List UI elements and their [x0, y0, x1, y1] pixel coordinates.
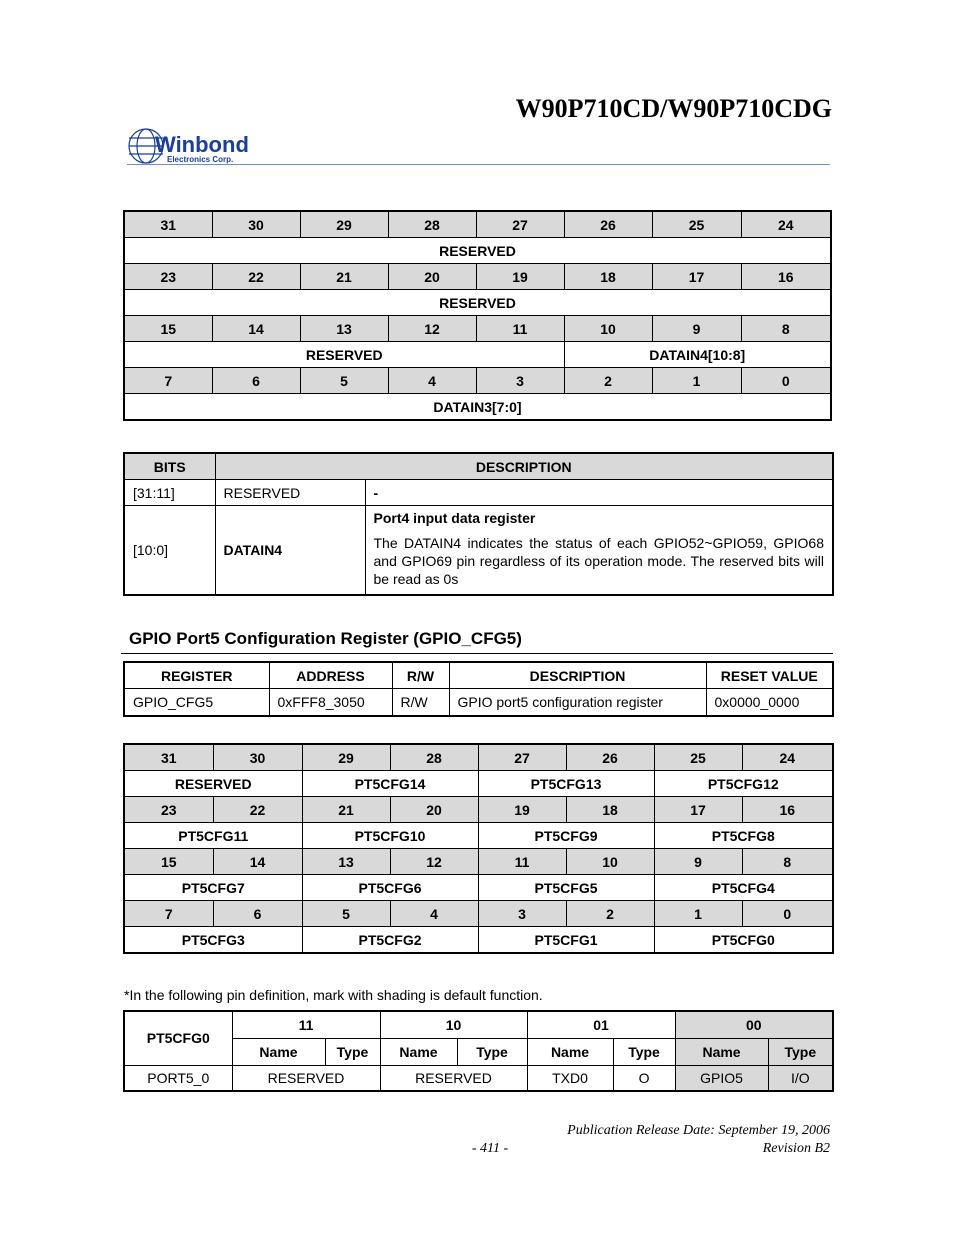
bit-number-cell: 19: [476, 264, 564, 290]
bit-field-cell: PT5CFG5: [478, 875, 654, 901]
bit-field-row: [124, 238, 831, 264]
bit-number-cell: 26: [564, 211, 652, 238]
name-header: Name: [380, 1038, 457, 1065]
description-cell: GPIO port5 configuration register: [449, 689, 706, 716]
bit-field-cell: PT5CFG12: [654, 771, 833, 797]
bit-number-cell: 1: [652, 368, 741, 394]
bit-field-row: [124, 394, 831, 421]
type-header: Type: [768, 1038, 833, 1065]
address-cell: 0xFFF8_3050: [269, 689, 392, 716]
bit-number-cell: 25: [652, 211, 741, 238]
bit-number-cell: 25: [654, 744, 742, 771]
bit-number-cell: 29: [300, 211, 388, 238]
code-00-name-cell: GPIO5: [675, 1065, 768, 1091]
bit-field-cell: DATAIN3[7:0]: [124, 394, 831, 421]
bit-field-cell: RESERVED: [124, 238, 831, 264]
bits-cell: [10:0]: [124, 506, 215, 596]
bit-number-cell: 31: [124, 744, 213, 771]
reset-value-header: RESET VALUE: [706, 662, 833, 689]
bit-field-cell: RESERVED: [124, 290, 831, 316]
bit-field-cell: PT5CFG0: [654, 927, 833, 954]
bit-number-cell: 31: [124, 211, 212, 238]
field-name-cell: RESERVED: [215, 480, 365, 506]
code-11-header: 11: [232, 1011, 380, 1038]
bit-field-row: [124, 927, 833, 954]
bit-description-table: [123, 452, 834, 596]
name-header: Name: [232, 1038, 325, 1065]
bit-field-cell: PT5CFG1: [478, 927, 654, 954]
bit-number-cell: 0: [742, 901, 833, 927]
bit-number-cell: 11: [476, 316, 564, 342]
bit-number-cell: 18: [564, 264, 652, 290]
code-01-name-cell: TXD0: [527, 1065, 613, 1091]
bit-number-cell: 26: [566, 744, 654, 771]
bit-number-cell: 8: [741, 316, 831, 342]
bit-number-row: [124, 744, 833, 771]
bit-number-cell: 6: [213, 901, 302, 927]
name-header: Name: [675, 1038, 768, 1065]
bit-number-cell: 7: [124, 368, 212, 394]
bit-number-cell: 29: [302, 744, 390, 771]
footer-release-date: Publication Release Date: September 19, 2006: [567, 1123, 830, 1138]
document-title: W90P710CD/W90P710CDG: [515, 94, 832, 123]
rw-header: R/W: [392, 662, 449, 689]
register-summary-table: [123, 661, 834, 717]
bit-field-cell: PT5CFG11: [124, 823, 302, 849]
bit-number-cell: 21: [302, 797, 390, 823]
bit-number-cell: 6: [212, 368, 300, 394]
bit-number-cell: 28: [390, 744, 478, 771]
bit-number-cell: 12: [388, 316, 476, 342]
bit-field-cell: DATAIN4[10:8]: [564, 342, 831, 368]
footer-page-number: - 411 -: [471, 1141, 509, 1156]
bit-number-cell: 24: [742, 744, 833, 771]
bit-number-cell: 0: [741, 368, 831, 394]
bit-field-cell: PT5CFG10: [302, 823, 478, 849]
bit-number-cell: 20: [390, 797, 478, 823]
description-header: DESCRIPTION: [215, 453, 833, 480]
bit-field-cell: RESERVED: [124, 771, 302, 797]
bit-number-row: [124, 849, 833, 875]
code-11-cell: RESERVED: [232, 1065, 380, 1091]
bit-number-cell: 17: [652, 264, 741, 290]
bit-number-cell: 2: [564, 368, 652, 394]
bit-field-cell: PT5CFG9: [478, 823, 654, 849]
bits-header: BITS: [124, 453, 215, 480]
field-name-cell: DATAIN4: [215, 506, 365, 596]
description-cell: -: [365, 480, 833, 506]
winbond-logo: [127, 126, 257, 166]
bit-field-cell: PT5CFG4: [654, 875, 833, 901]
code-10-cell: RESERVED: [380, 1065, 527, 1091]
bit-field-row: [124, 875, 833, 901]
pin-definition-table: [123, 1010, 834, 1092]
bit-number-cell: 18: [566, 797, 654, 823]
bit-field-cell: RESERVED: [124, 342, 564, 368]
bit-number-cell: 15: [124, 316, 212, 342]
register-map-table: [123, 743, 834, 954]
bit-number-cell: 12: [390, 849, 478, 875]
bit-number-cell: 21: [300, 264, 388, 290]
bit-number-cell: 5: [302, 901, 390, 927]
bit-field-cell: PT5CFG6: [302, 875, 478, 901]
bit-number-cell: 4: [390, 901, 478, 927]
type-header: Type: [613, 1038, 675, 1065]
bit-number-cell: 9: [654, 849, 742, 875]
bit-number-cell: 13: [300, 316, 388, 342]
bit-number-cell: 8: [742, 849, 833, 875]
bit-field-cell: PT5CFG2: [302, 927, 478, 954]
footer-revision: Revision B2: [762, 1141, 830, 1156]
bit-field-cell: PT5CFG8: [654, 823, 833, 849]
bit-number-cell: 23: [124, 797, 213, 823]
code-01-header: 01: [527, 1011, 675, 1038]
bit-number-cell: 3: [478, 901, 566, 927]
bit-field-cell: PT5CFG13: [478, 771, 654, 797]
section-heading: GPIO Port5 Configuration Register (GPIO_CFG5): [129, 629, 522, 648]
register-header: REGISTER: [124, 662, 269, 689]
bit-number-cell: 9: [652, 316, 741, 342]
bit-number-cell: 30: [213, 744, 302, 771]
bit-number-row: [124, 264, 831, 290]
code-01-type-cell: O: [613, 1065, 675, 1091]
name-header: Name: [527, 1038, 613, 1065]
type-header: Type: [325, 1038, 380, 1065]
bit-field-cell: PT5CFG3: [124, 927, 302, 954]
register-map-table: [123, 210, 832, 421]
bit-number-cell: 16: [742, 797, 833, 823]
bit-number-row: [124, 901, 833, 927]
bit-field-cell: PT5CFG7: [124, 875, 302, 901]
bit-number-cell: 20: [388, 264, 476, 290]
bit-number-cell: 10: [564, 316, 652, 342]
pin-cell: PORT5_0: [124, 1065, 232, 1091]
address-header: ADDRESS: [269, 662, 392, 689]
bit-number-cell: 19: [478, 797, 566, 823]
register-cell: GPIO_CFG5: [124, 689, 269, 716]
section-rule: [121, 653, 833, 654]
bit-number-cell: 14: [212, 316, 300, 342]
description-cell: [365, 506, 833, 596]
bits-cell: [31:11]: [124, 480, 215, 506]
bit-number-row: [124, 211, 831, 238]
bit-number-cell: 3: [476, 368, 564, 394]
bit-number-cell: 24: [741, 211, 831, 238]
bit-field-row: [124, 290, 831, 316]
bit-number-row: [124, 316, 831, 342]
header-rule: [127, 164, 830, 165]
bit-number-cell: 11: [478, 849, 566, 875]
bit-number-cell: 1: [654, 901, 742, 927]
bit-field-cell: PT5CFG14: [302, 771, 478, 797]
reset-value-cell: 0x0000_0000: [706, 689, 833, 716]
bit-number-cell: 5: [300, 368, 388, 394]
bit-field-row: [124, 342, 831, 368]
bit-number-cell: 28: [388, 211, 476, 238]
code-00-header: 00: [675, 1011, 833, 1038]
bit-number-cell: 22: [212, 264, 300, 290]
code-00-type-cell: I/O: [768, 1065, 833, 1091]
bit-number-cell: 17: [654, 797, 742, 823]
bit-field-row: [124, 823, 833, 849]
code-10-header: 10: [380, 1011, 527, 1038]
type-header: Type: [457, 1038, 527, 1065]
bit-number-cell: 13: [302, 849, 390, 875]
description-body: The DATAIN4 indicates the status of each GPIO52~GPIO59, GPIO68 and GPIO69 pin regardless of its operation mode. The reserved bits will be read as 0s: [373, 535, 824, 587]
bit-number-cell: 14: [213, 849, 302, 875]
description-header: DESCRIPTION: [449, 662, 706, 689]
bit-number-cell: 23: [124, 264, 212, 290]
bit-number-cell: 16: [741, 264, 831, 290]
bit-number-cell: 22: [213, 797, 302, 823]
field-name-cell: PT5CFG0: [124, 1011, 232, 1065]
bit-number-cell: 27: [478, 744, 566, 771]
bit-number-cell: 10: [566, 849, 654, 875]
logo-subtext: Electronics Corp.: [167, 155, 234, 164]
bit-number-cell: 15: [124, 849, 213, 875]
bit-field-row: [124, 771, 833, 797]
description-title: Port4 input data register: [373, 510, 536, 526]
bit-number-row: [124, 797, 833, 823]
bit-number-cell: 4: [388, 368, 476, 394]
bit-number-cell: 27: [476, 211, 564, 238]
bit-number-row: [124, 368, 831, 394]
logo-wordmark: Winbond: [155, 132, 249, 157]
bit-number-cell: 30: [212, 211, 300, 238]
rw-cell: R/W: [392, 689, 449, 716]
bit-number-cell: 7: [124, 901, 213, 927]
shading-note: *In the following pin definition, mark with shading is default function.: [124, 987, 543, 1003]
bit-number-cell: 2: [566, 901, 654, 927]
